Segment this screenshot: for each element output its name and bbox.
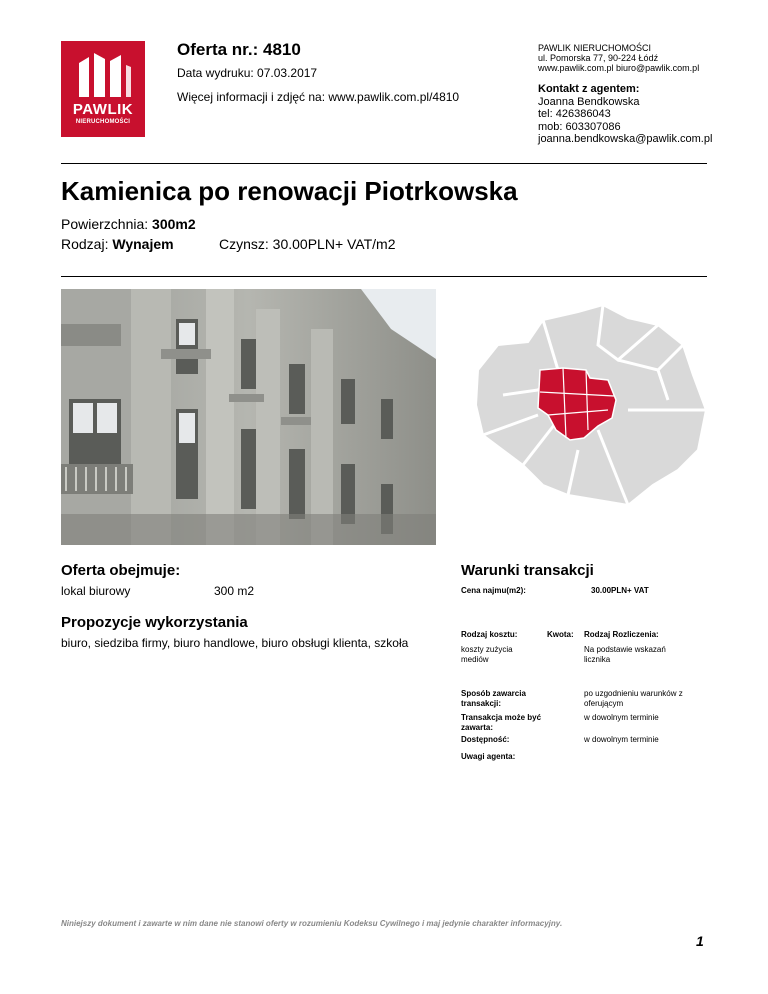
offer-number-value: 4810 [262,40,301,59]
when-value: w dowolnym terminie [584,713,659,722]
agency-address: ul. Pomorska 77, 90-224 Łódź [538,53,659,63]
company-logo [61,41,145,137]
area-value: 300m2 [152,216,196,232]
rent-line: Czynsz: 30.00PLN+ VAT/m2 [219,236,396,252]
area-label: Powierzchnia: [61,216,149,232]
type-label: Rodzaj: [61,236,109,252]
agent-mob: mob: 603307086 [538,120,621,133]
availability-label: Dostępność: [461,735,510,744]
agent-name: Joanna Bendkowska [538,95,640,108]
when-label-line-1: Transakcja może być [461,713,542,722]
includes-heading: Oferta obejmuje: [61,562,181,579]
settlement-line-2: licznika [584,654,611,664]
location-map [468,300,708,510]
cost-type-line-1: koszty zużycia [461,645,513,654]
availability-value: w dowolnym terminie [584,735,659,744]
more-info-link[interactable]: Więcej informacji i zdjęć na: www.pawlik.com.pl/4810 [177,90,460,104]
print-date: Data wydruku: 07.03.2017 [177,66,318,80]
page-number: 1 [696,933,704,949]
method-label-line-1: Sposób zawarcia [461,689,526,698]
agency-info [538,43,699,73]
rent-price-label: Cena najmu(m2): [461,586,526,595]
offer-number [177,40,301,60]
type-line [61,236,174,252]
area-line [61,216,196,232]
includes-item-label: lokal biurowy [61,584,131,598]
method-value [584,689,683,708]
settlement-value [584,645,666,664]
when-label [461,713,541,732]
disclaimer: Niniejszy dokument i zawarte w nim dane nie stanowi oferty w rozumieniu Kodeksu Cywilnego i maj jedynie charakter informacyjny. [61,919,563,928]
usage-heading: Propozycje wykorzystania [61,614,248,631]
building-photo [61,289,436,545]
cost-type-value [461,645,513,664]
method-label-line-2: transakcji: [461,698,502,708]
listing-title: Kamienica po renowacji Piotrkowska [61,176,518,206]
cost-type-line-2: mediów [461,654,489,664]
settlement-label: Rodzaj Rozliczenia: [584,630,659,639]
terms-heading: Warunki transakcji [461,562,594,579]
logo-subtitle: NIERUCHOMOŚCI [75,119,131,125]
agent-notes-label: Uwagi agenta: [461,752,516,761]
logo-brand: PAWLIK [72,101,134,118]
divider-middle [61,276,707,277]
logo-buildings-icon [61,41,145,101]
offer-label: Oferta nr.: [177,40,259,59]
method-value-line-2: oferującym [584,698,624,708]
divider-top [61,163,707,164]
agency-name: PAWLIK NIERUCHOMOŚCI [538,43,652,53]
rent-price-value: 30.00PLN+ VAT [591,586,649,595]
when-label-line-2: zawarta: [461,722,494,732]
usage-text: biuro, siedziba firmy, biuro handlowe, biuro obsługi klienta, szkoła [61,636,409,650]
agent-email[interactable]: joanna.bendkowska@pawlik.com.pl [538,133,713,145]
method-value-line-1: po uzgodnieniu warunków z [584,689,683,698]
agency-web-email[interactable]: www.pawlik.com.pl biuro@pawlik.com.pl [538,63,700,73]
amount-label: Kwota: [547,630,574,639]
type-value: Wynajem [112,236,174,252]
includes-item-value: 300 m2 [214,584,255,598]
settlement-line-1: Na podstawie wskazań [584,645,666,654]
method-label [461,689,526,708]
contact-title: Kontakt z agentem: [538,83,640,95]
cost-type-label: Rodzaj kosztu: [461,630,518,639]
agent-tel: tel: 426386043 [538,108,611,120]
agent-contact [538,83,712,146]
